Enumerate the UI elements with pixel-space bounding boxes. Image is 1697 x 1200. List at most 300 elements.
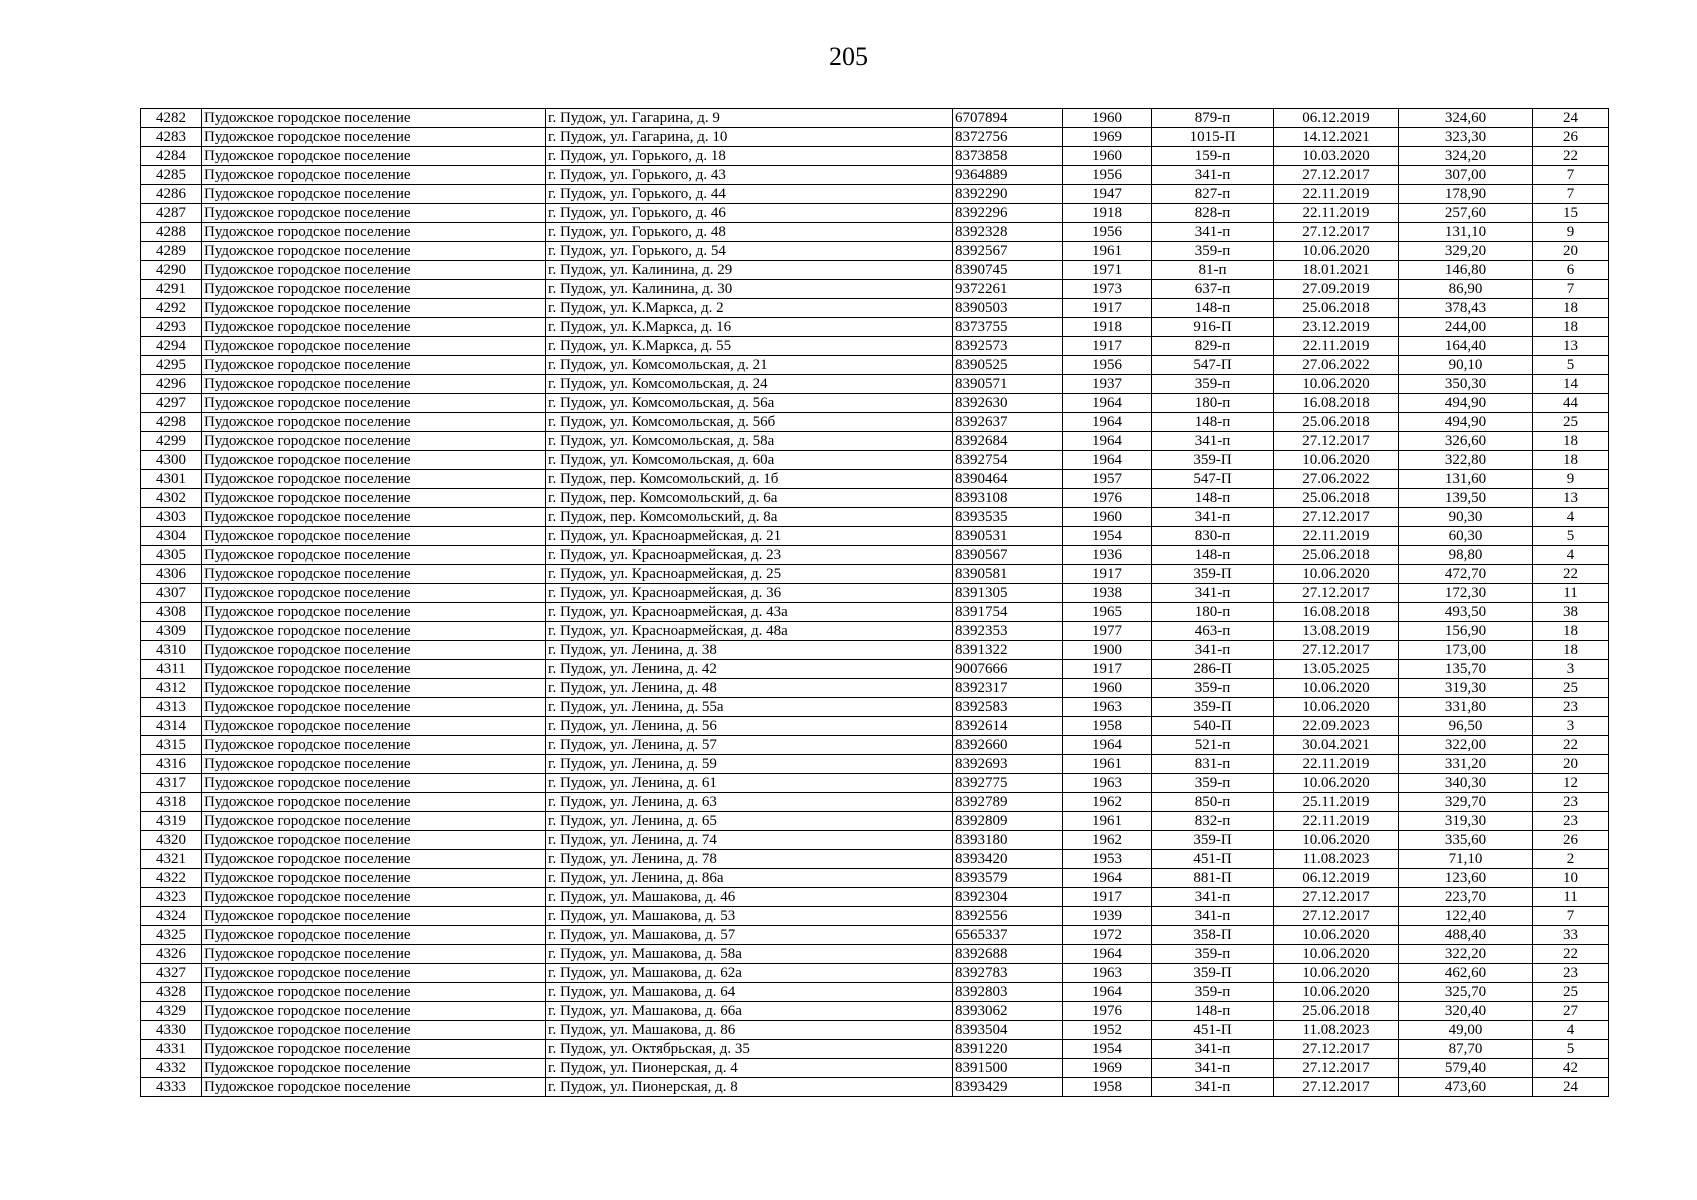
cell-order-date: 27.12.2017: [1274, 1040, 1399, 1059]
cell-order-date: 22.11.2019: [1274, 812, 1399, 831]
cell-area: 98,80: [1399, 546, 1533, 565]
cell-build-year: 1973: [1063, 280, 1152, 299]
cell-order-number: 341-п: [1152, 907, 1274, 926]
cell-address: г. Пудож, пер. Комсомольский, д. 6а: [546, 489, 953, 508]
cell-building-code: 8393504: [953, 1021, 1063, 1040]
cell-building-code: 9364889: [953, 166, 1063, 185]
cell-residents-count: 4: [1533, 546, 1609, 565]
cell-address: г. Пудож, ул. Комсомольская, д. 24: [546, 375, 953, 394]
cell-row-number: 4286: [141, 185, 202, 204]
cell-build-year: 1961: [1063, 812, 1152, 831]
cell-order-number: 341-п: [1152, 432, 1274, 451]
table-row: [141, 242, 1609, 261]
cell-area: 329,70: [1399, 793, 1533, 812]
cell-building-code: 8392693: [953, 755, 1063, 774]
cell-order-number: 1015-П: [1152, 128, 1274, 147]
cell-order-number: 358-П: [1152, 926, 1274, 945]
cell-residents-count: 13: [1533, 489, 1609, 508]
cell-address: г. Пудож, пер. Комсомольский, д. 8а: [546, 508, 953, 527]
cell-residents-count: 25: [1533, 679, 1609, 698]
cell-area: 322,20: [1399, 945, 1533, 964]
cell-row-number: 4309: [141, 622, 202, 641]
cell-residents-count: 25: [1533, 983, 1609, 1002]
cell-residents-count: 22: [1533, 565, 1609, 584]
cell-building-code: 8392803: [953, 983, 1063, 1002]
cell-row-number: 4306: [141, 565, 202, 584]
cell-area: 131,60: [1399, 470, 1533, 489]
cell-order-date: 25.06.2018: [1274, 489, 1399, 508]
cell-building-code: 8392630: [953, 394, 1063, 413]
table-row: [141, 375, 1609, 394]
cell-building-code: 8393108: [953, 489, 1063, 508]
cell-build-year: 1918: [1063, 318, 1152, 337]
cell-address: г. Пудож, ул. Ленина, д. 57: [546, 736, 953, 755]
cell-building-code: 8392688: [953, 945, 1063, 964]
cell-residents-count: 7: [1533, 907, 1609, 926]
cell-build-year: 1971: [1063, 261, 1152, 280]
cell-residents-count: 23: [1533, 812, 1609, 831]
cell-order-date: 18.01.2021: [1274, 261, 1399, 280]
cell-building-code: 9372261: [953, 280, 1063, 299]
cell-address: г. Пудож, ул. Горького, д. 48: [546, 223, 953, 242]
cell-order-number: 341-п: [1152, 1059, 1274, 1078]
cell-order-number: 827-п: [1152, 185, 1274, 204]
cell-address: г. Пудож, ул. Красноармейская, д. 25: [546, 565, 953, 584]
cell-build-year: 1977: [1063, 622, 1152, 641]
cell-settlement-name: Пудожское городское поселение: [202, 470, 546, 489]
cell-order-date: 25.06.2018: [1274, 546, 1399, 565]
cell-area: 488,40: [1399, 926, 1533, 945]
cell-order-date: 10.06.2020: [1274, 831, 1399, 850]
cell-residents-count: 12: [1533, 774, 1609, 793]
cell-order-number: 832-п: [1152, 812, 1274, 831]
cell-settlement-name: Пудожское городское поселение: [202, 432, 546, 451]
cell-building-code: 8391754: [953, 603, 1063, 622]
cell-area: 146,80: [1399, 261, 1533, 280]
cell-settlement-name: Пудожское городское поселение: [202, 603, 546, 622]
table-row: [141, 945, 1609, 964]
cell-area: 331,20: [1399, 755, 1533, 774]
cell-order-date: 10.06.2020: [1274, 926, 1399, 945]
cell-area: 494,90: [1399, 394, 1533, 413]
table-row: [141, 717, 1609, 736]
cell-area: 473,60: [1399, 1078, 1533, 1097]
table-row: [141, 565, 1609, 584]
cell-settlement-name: Пудожское городское поселение: [202, 204, 546, 223]
cell-order-date: 27.12.2017: [1274, 888, 1399, 907]
cell-address: г. Пудож, ул. Ленина, д. 74: [546, 831, 953, 850]
cell-address: г. Пудож, ул. Гагарина, д. 10: [546, 128, 953, 147]
cell-residents-count: 33: [1533, 926, 1609, 945]
cell-build-year: 1964: [1063, 413, 1152, 432]
cell-settlement-name: Пудожское городское поселение: [202, 546, 546, 565]
cell-order-date: 27.06.2022: [1274, 356, 1399, 375]
cell-address: г. Пудож, ул. Комсомольская, д. 60а: [546, 451, 953, 470]
cell-settlement-name: Пудожское городское поселение: [202, 869, 546, 888]
cell-order-date: 16.08.2018: [1274, 603, 1399, 622]
cell-build-year: 1917: [1063, 565, 1152, 584]
cell-area: 135,70: [1399, 660, 1533, 679]
cell-row-number: 4283: [141, 128, 202, 147]
cell-settlement-name: Пудожское городское поселение: [202, 527, 546, 546]
cell-settlement-name: Пудожское городское поселение: [202, 1040, 546, 1059]
cell-row-number: 4291: [141, 280, 202, 299]
cell-build-year: 1963: [1063, 964, 1152, 983]
cell-settlement-name: Пудожское городское поселение: [202, 698, 546, 717]
cell-build-year: 1947: [1063, 185, 1152, 204]
cell-row-number: 4329: [141, 1002, 202, 1021]
cell-settlement-name: Пудожское городское поселение: [202, 565, 546, 584]
cell-row-number: 4301: [141, 470, 202, 489]
cell-order-number: 540-П: [1152, 717, 1274, 736]
cell-build-year: 1976: [1063, 1002, 1152, 1021]
cell-address: г. Пудож, ул. Ленина, д. 59: [546, 755, 953, 774]
cell-build-year: 1964: [1063, 394, 1152, 413]
cell-build-year: 1937: [1063, 375, 1152, 394]
cell-order-number: 286-П: [1152, 660, 1274, 679]
cell-area: 123,60: [1399, 869, 1533, 888]
cell-order-date: 27.12.2017: [1274, 907, 1399, 926]
cell-area: 320,40: [1399, 1002, 1533, 1021]
cell-residents-count: 18: [1533, 318, 1609, 337]
cell-area: 131,10: [1399, 223, 1533, 242]
table-row: [141, 394, 1609, 413]
cell-order-date: 25.11.2019: [1274, 793, 1399, 812]
cell-residents-count: 14: [1533, 375, 1609, 394]
cell-address: г. Пудож, ул. Горького, д. 18: [546, 147, 953, 166]
cell-address: г. Пудож, ул. Машакова, д. 46: [546, 888, 953, 907]
cell-address: г. Пудож, ул. Ленина, д. 63: [546, 793, 953, 812]
cell-row-number: 4315: [141, 736, 202, 755]
cell-address: г. Пудож, ул. Ленина, д. 78: [546, 850, 953, 869]
cell-order-number: 637-п: [1152, 280, 1274, 299]
cell-area: 90,30: [1399, 508, 1533, 527]
cell-building-code: 8392573: [953, 337, 1063, 356]
cell-residents-count: 7: [1533, 280, 1609, 299]
cell-row-number: 4296: [141, 375, 202, 394]
cell-area: 71,10: [1399, 850, 1533, 869]
cell-building-code: 8391220: [953, 1040, 1063, 1059]
cell-build-year: 1938: [1063, 584, 1152, 603]
cell-address: г. Пудож, ул. Красноармейская, д. 23: [546, 546, 953, 565]
cell-residents-count: 22: [1533, 147, 1609, 166]
cell-row-number: 4320: [141, 831, 202, 850]
cell-build-year: 1939: [1063, 907, 1152, 926]
cell-row-number: 4282: [141, 109, 202, 128]
cell-area: 494,90: [1399, 413, 1533, 432]
cell-order-date: 30.04.2021: [1274, 736, 1399, 755]
cell-build-year: 1917: [1063, 660, 1152, 679]
cell-settlement-name: Пудожское городское поселение: [202, 128, 546, 147]
cell-address: г. Пудож, ул. Горького, д. 43: [546, 166, 953, 185]
cell-order-date: 06.12.2019: [1274, 109, 1399, 128]
cell-area: 462,60: [1399, 964, 1533, 983]
cell-area: 86,90: [1399, 280, 1533, 299]
table-row: [141, 641, 1609, 660]
cell-residents-count: 20: [1533, 755, 1609, 774]
cell-area: 493,50: [1399, 603, 1533, 622]
cell-order-number: 451-П: [1152, 850, 1274, 869]
cell-build-year: 1958: [1063, 1078, 1152, 1097]
cell-address: г. Пудож, ул. Калинина, д. 30: [546, 280, 953, 299]
cell-order-number: 180-п: [1152, 603, 1274, 622]
cell-area: 323,30: [1399, 128, 1533, 147]
cell-build-year: 1958: [1063, 717, 1152, 736]
cell-order-date: 27.06.2022: [1274, 470, 1399, 489]
cell-order-date: 27.12.2017: [1274, 641, 1399, 660]
cell-residents-count: 6: [1533, 261, 1609, 280]
table-row: [141, 546, 1609, 565]
cell-build-year: 1961: [1063, 755, 1152, 774]
cell-area: 335,60: [1399, 831, 1533, 850]
cell-build-year: 1960: [1063, 109, 1152, 128]
cell-build-year: 1965: [1063, 603, 1152, 622]
cell-order-date: 10.03.2020: [1274, 147, 1399, 166]
cell-building-code: 8390581: [953, 565, 1063, 584]
cell-row-number: 4325: [141, 926, 202, 945]
table-row: [141, 584, 1609, 603]
cell-order-date: 22.11.2019: [1274, 337, 1399, 356]
cell-area: 172,30: [1399, 584, 1533, 603]
cell-build-year: 1918: [1063, 204, 1152, 223]
cell-area: 60,30: [1399, 527, 1533, 546]
cell-residents-count: 7: [1533, 185, 1609, 204]
cell-order-number: 359-п: [1152, 679, 1274, 698]
cell-address: г. Пудож, ул. Комсомольская, д. 58а: [546, 432, 953, 451]
cell-row-number: 4300: [141, 451, 202, 470]
cell-residents-count: 13: [1533, 337, 1609, 356]
table-row: [141, 489, 1609, 508]
cell-order-number: 341-п: [1152, 888, 1274, 907]
cell-residents-count: 22: [1533, 736, 1609, 755]
cell-order-date: 27.12.2017: [1274, 584, 1399, 603]
cell-residents-count: 18: [1533, 622, 1609, 641]
cell-order-date: 10.06.2020: [1274, 565, 1399, 584]
cell-settlement-name: Пудожское городское поселение: [202, 318, 546, 337]
cell-build-year: 1962: [1063, 831, 1152, 850]
cell-order-date: 27.12.2017: [1274, 432, 1399, 451]
cell-address: г. Пудож, ул. К.Маркса, д. 55: [546, 337, 953, 356]
table-row: [141, 299, 1609, 318]
cell-area: 324,60: [1399, 109, 1533, 128]
cell-order-number: 916-П: [1152, 318, 1274, 337]
cell-row-number: 4285: [141, 166, 202, 185]
cell-order-number: 829-п: [1152, 337, 1274, 356]
cell-settlement-name: Пудожское городское поселение: [202, 679, 546, 698]
table-row: [141, 907, 1609, 926]
cell-row-number: 4324: [141, 907, 202, 926]
cell-building-code: 8390567: [953, 546, 1063, 565]
cell-area: 350,30: [1399, 375, 1533, 394]
cell-residents-count: 25: [1533, 413, 1609, 432]
cell-settlement-name: Пудожское городское поселение: [202, 299, 546, 318]
cell-area: 326,60: [1399, 432, 1533, 451]
cell-row-number: 4316: [141, 755, 202, 774]
cell-build-year: 1952: [1063, 1021, 1152, 1040]
table-row: [141, 527, 1609, 546]
cell-settlement-name: Пудожское городское поселение: [202, 109, 546, 128]
cell-order-number: 341-п: [1152, 1078, 1274, 1097]
cell-order-date: 27.12.2017: [1274, 1078, 1399, 1097]
cell-building-code: 8391322: [953, 641, 1063, 660]
cell-order-date: 11.08.2023: [1274, 1021, 1399, 1040]
cell-settlement-name: Пудожское городское поселение: [202, 489, 546, 508]
cell-build-year: 1960: [1063, 508, 1152, 527]
table-row: [141, 603, 1609, 622]
cell-building-code: 8392556: [953, 907, 1063, 926]
cell-order-number: 828-п: [1152, 204, 1274, 223]
table-row: [141, 698, 1609, 717]
cell-residents-count: 18: [1533, 451, 1609, 470]
cell-settlement-name: Пудожское городское поселение: [202, 622, 546, 641]
cell-area: 96,50: [1399, 717, 1533, 736]
cell-row-number: 4290: [141, 261, 202, 280]
cell-settlement-name: Пудожское городское поселение: [202, 793, 546, 812]
cell-building-code: 8392567: [953, 242, 1063, 261]
cell-row-number: 4287: [141, 204, 202, 223]
cell-build-year: 1964: [1063, 451, 1152, 470]
cell-order-date: 13.08.2019: [1274, 622, 1399, 641]
cell-settlement-name: Пудожское городское поселение: [202, 584, 546, 603]
cell-building-code: 9007666: [953, 660, 1063, 679]
table-row: [141, 337, 1609, 356]
cell-settlement-name: Пудожское городское поселение: [202, 1021, 546, 1040]
page-number: 205: [829, 42, 868, 71]
cell-residents-count: 4: [1533, 508, 1609, 527]
cell-order-number: 881-П: [1152, 869, 1274, 888]
cell-address: г. Пудож, ул. Ленина, д. 61: [546, 774, 953, 793]
cell-order-number: 81-п: [1152, 261, 1274, 280]
cell-order-number: 463-п: [1152, 622, 1274, 641]
cell-order-number: 359-П: [1152, 831, 1274, 850]
cell-row-number: 4292: [141, 299, 202, 318]
cell-order-number: 341-п: [1152, 223, 1274, 242]
cell-order-date: 25.06.2018: [1274, 299, 1399, 318]
cell-row-number: 4299: [141, 432, 202, 451]
cell-building-code: 8392660: [953, 736, 1063, 755]
cell-order-number: 148-п: [1152, 413, 1274, 432]
cell-settlement-name: Пудожское городское поселение: [202, 660, 546, 679]
cell-settlement-name: Пудожское городское поселение: [202, 850, 546, 869]
cell-area: 579,40: [1399, 1059, 1533, 1078]
cell-residents-count: 18: [1533, 299, 1609, 318]
cell-address: г. Пудож, ул. Машакова, д. 53: [546, 907, 953, 926]
cell-order-number: 451-П: [1152, 1021, 1274, 1040]
cell-settlement-name: Пудожское городское поселение: [202, 451, 546, 470]
table-row: [141, 223, 1609, 242]
cell-row-number: 4333: [141, 1078, 202, 1097]
cell-building-code: 8392304: [953, 888, 1063, 907]
cell-residents-count: 24: [1533, 109, 1609, 128]
cell-order-number: 341-п: [1152, 508, 1274, 527]
cell-address: г. Пудож, ул. Ленина, д. 38: [546, 641, 953, 660]
table-row: [141, 1002, 1609, 1021]
cell-residents-count: 15: [1533, 204, 1609, 223]
cell-building-code: 8392775: [953, 774, 1063, 793]
cell-settlement-name: Пудожское городское поселение: [202, 147, 546, 166]
cell-settlement-name: Пудожское городское поселение: [202, 812, 546, 831]
cell-settlement-name: Пудожское городское поселение: [202, 888, 546, 907]
cell-address: г. Пудож, ул. Комсомольская, д. 56а: [546, 394, 953, 413]
table-row: [141, 812, 1609, 831]
cell-residents-count: 26: [1533, 831, 1609, 850]
cell-order-date: 10.06.2020: [1274, 983, 1399, 1002]
cell-build-year: 1917: [1063, 888, 1152, 907]
table-row: [141, 185, 1609, 204]
cell-row-number: 4314: [141, 717, 202, 736]
cell-settlement-name: Пудожское городское поселение: [202, 1078, 546, 1097]
cell-area: 87,70: [1399, 1040, 1533, 1059]
cell-building-code: 8393429: [953, 1078, 1063, 1097]
cell-residents-count: 9: [1533, 223, 1609, 242]
cell-settlement-name: Пудожское городское поселение: [202, 926, 546, 945]
table-row: [141, 793, 1609, 812]
cell-order-number: 359-П: [1152, 565, 1274, 584]
cell-build-year: 1964: [1063, 869, 1152, 888]
cell-address: г. Пудож, ул. Ленина, д. 48: [546, 679, 953, 698]
cell-order-date: 10.06.2020: [1274, 945, 1399, 964]
table-row: [141, 109, 1609, 128]
cell-building-code: 8373858: [953, 147, 1063, 166]
cell-area: 90,10: [1399, 356, 1533, 375]
cell-settlement-name: Пудожское городское поселение: [202, 945, 546, 964]
cell-area: 257,60: [1399, 204, 1533, 223]
cell-settlement-name: Пудожское городское поселение: [202, 356, 546, 375]
cell-settlement-name: Пудожское городское поселение: [202, 831, 546, 850]
cell-residents-count: 18: [1533, 432, 1609, 451]
cell-address: г. Пудож, пер. Комсомольский, д. 1б: [546, 470, 953, 489]
cell-address: г. Пудож, ул. Горького, д. 44: [546, 185, 953, 204]
cell-row-number: 4293: [141, 318, 202, 337]
cell-residents-count: 18: [1533, 641, 1609, 660]
table-row: [141, 964, 1609, 983]
cell-build-year: 1969: [1063, 1059, 1152, 1078]
cell-order-date: 25.06.2018: [1274, 1002, 1399, 1021]
cell-settlement-name: Пудожское городское поселение: [202, 907, 546, 926]
cell-order-date: 27.09.2019: [1274, 280, 1399, 299]
cell-address: г. Пудож, ул. Пионерская, д. 4: [546, 1059, 953, 1078]
cell-build-year: 1917: [1063, 337, 1152, 356]
cell-build-year: 1963: [1063, 698, 1152, 717]
cell-build-year: 1964: [1063, 432, 1152, 451]
cell-order-date: 25.06.2018: [1274, 413, 1399, 432]
cell-build-year: 1953: [1063, 850, 1152, 869]
cell-area: 472,70: [1399, 565, 1533, 584]
cell-order-date: 27.12.2017: [1274, 223, 1399, 242]
cell-address: г. Пудож, ул. Машакова, д. 58а: [546, 945, 953, 964]
cell-residents-count: 3: [1533, 717, 1609, 736]
cell-address: г. Пудож, ул. Комсомольская, д. 21: [546, 356, 953, 375]
cell-building-code: 8390745: [953, 261, 1063, 280]
cell-row-number: 4298: [141, 413, 202, 432]
cell-area: 319,30: [1399, 679, 1533, 698]
cell-order-number: 359-п: [1152, 945, 1274, 964]
cell-building-code: 8392684: [953, 432, 1063, 451]
cell-residents-count: 44: [1533, 394, 1609, 413]
cell-build-year: 1962: [1063, 793, 1152, 812]
cell-building-code: 8390525: [953, 356, 1063, 375]
cell-row-number: 4331: [141, 1040, 202, 1059]
cell-row-number: 4304: [141, 527, 202, 546]
table-row: [141, 888, 1609, 907]
cell-building-code: 8392614: [953, 717, 1063, 736]
cell-build-year: 1917: [1063, 299, 1152, 318]
cell-address: г. Пудож, ул. Красноармейская, д. 36: [546, 584, 953, 603]
cell-order-number: 148-п: [1152, 546, 1274, 565]
table-row: [141, 736, 1609, 755]
cell-building-code: 8391305: [953, 584, 1063, 603]
cell-area: 329,20: [1399, 242, 1533, 261]
